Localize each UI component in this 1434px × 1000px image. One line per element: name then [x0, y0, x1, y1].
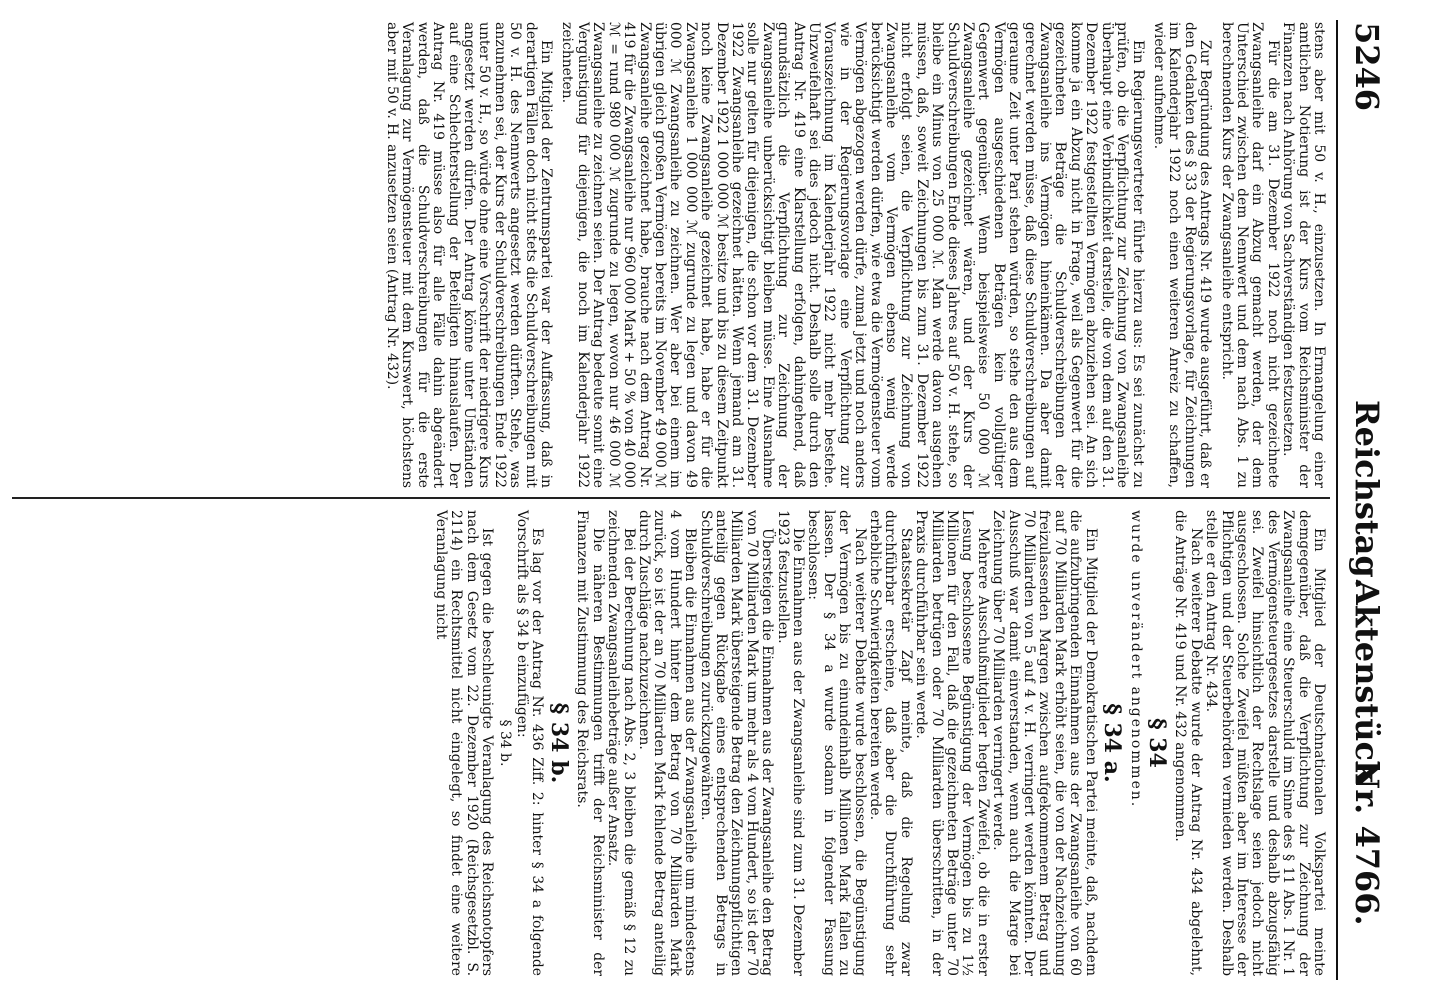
paragraph: wurde unverändert angenommen.: [1127, 510, 1144, 809]
left-column: [384, 22, 1326, 488]
paragraph: Nach weiterer Debatte wurde der Antrag Nr. 434 abgelehnt, die Anträge Nr. 419 und Nr. 432 angenommen.: [1172, 510, 1204, 976]
paragraph: stens aber mit 50 v. H., einzusetzen. In Ermangelung einer amtlichen Notierung ist der Kurs vom Reichsminister der Finanzen nach Anhörung von Sachverständigen festzusetzen.: [1280, 22, 1327, 488]
quoted-heading: § 34 b.: [496, 719, 513, 767]
paragraph: Es lag vor der Antrag Nr. 436 Ziff. 2: hinter § 34 a folgende Vorschrift als § 34 b einzufügen:: [514, 510, 546, 976]
quoted-paragraph: Die Einnahmen aus der Zwangsanleihe sind zum 31. Dezember 1923 festzustellen.: [774, 510, 806, 976]
section-heading: § 34 a.: [1099, 703, 1126, 783]
header-document: Aktenstück: [1348, 580, 1386, 784]
paragraph: Ein Mitglied der Deutschnationalen Volkspartei meinte demgegenüber, daß die Verpflichtung zur Zeichnung der Zwangsanleihe eine Steuerschuld im Sinne des § 11 Abs. 1 Nr. 1 des Vermögensteuergesetzes darstelle und deshalb abzugsfähig sei. Zweifel hinsichtlich der Rechtslage seien jedoch nicht ausgeschlossen. Solche Zweifel müßten aber im Interesse der Pflichtigen und der Steuerbehörden vermieden werden. Deshalb stelle er den Antrag Nr. 434.: [1203, 510, 1327, 976]
paragraph: Ein Mitglied der Demokratischen Partei meinte, daß, nachdem die aufzubringenden Einnahmen aus der Zwangsanleihe von 60 auf 70 Milliarden Mark erhöht seien, die von der Nachzeichnung freizulassenden Margen zwischen aufgekommenem Betrag und 70 Milliarden von 5 auf 4 v. H. verringert werden könnten. Der Ausschuß war damit einverstanden, wenn auch die Marge bei Zeichnung über 70 Milliarden verringert werde.: [990, 510, 1099, 976]
section-heading: § 34 b.: [545, 702, 572, 784]
header-body: Reichstag.: [1348, 400, 1386, 589]
quoted-paragraph: Übersteigen die Einnahmen aus der Zwangsanleihe den Betrag von 70 Milliarden Mark um mehr als 4 vom Hundert, so ist der 70 Milliarden Mark übersteigende Betrag den Zeichnungspflichtigen anteilig gegen Rückgabe eines entsprechenden Betrags in Schuldverschreibungen zurückzugewähren.: [697, 510, 776, 976]
header-rule: [1336, 20, 1338, 980]
column-divider: [12, 497, 1330, 499]
quoted-paragraph: Ist gegen die beschleunigte Veranlagung des Reichsnotopfers nach dem Gesetz vom 22. Dezember 1920 (Reichsgesetzbl. S. 2114) ein Rechtsmittel nicht eingelegt, so findet eine weitere Veranlagung nicht: [433, 510, 496, 976]
quoted-paragraph: Die näheren Bestimmungen trifft der Reichsminister der Finanzen mit Zustimmung des Reichsrats.: [574, 510, 606, 976]
header-number: Nr. 4766.: [1348, 760, 1386, 926]
paragraph: Nach weiterer Debatte wurde beschlossen, die Begünstigung der Vermögen bis zu einundeinhalb Millionen Mark fallen zu lassen. Der § 34 a wurde sodann in folgender Fassung beschlossen:: [805, 510, 868, 976]
paragraph: Ein Mitglied der Zentrumspartei war der Auffassung, daß in derartigen Fällen doch nicht stets die Schuldverschreibungen mit 50 v. H. des Nennwerts angesetzt werden dürften. Stehe, was anzunehmen sei, der Kurs der Schuldverschreibungen Ende 1922 unter 50 v. H., so würde ohne eine Vorschrift der niedrigere Kurs angesetzt werden dürfen. Der Antrag könne unter Umständen auf eine Schlechterstellung der Beteiligten hinauslaufen. Der Antrag Nr. 419 müsse also für alle Fälle dahin abgeändert werden, daß die Schuldverschreibungen für die erste Veranlagung zur Vermögensteuer mit dem Kurswert, höchstens aber mit 50 v. H. anzusetzen seien (Antrag Nr. 432).: [384, 22, 555, 488]
section-heading: § 34: [1143, 718, 1170, 768]
paragraph: Staatssekretär Zapf meinte, daß die Regelung zwar durchführbar erscheine, daß aber die Durchführung sehr erhebliche Schwierigkeiten bereiten werde.: [867, 510, 914, 976]
paragraph: Für die am 31. Dezember 1922 noch nicht gezeichnete Zwangsanleihe darf ein Abzug gemacht werden, der dem Unterschied zwischen dem Nennwert und dem nach Abs. 1 zu berechnenden Kurs der Zwangsanleihe entspricht.: [1218, 22, 1281, 488]
page-number: 5246: [1348, 22, 1386, 112]
paragraph: Zur Begründung des Antrags Nr. 419 wurde ausgeführt, daß er den Gedanken des § 33 der Regierungsvorlage, für Zeichnungen im Kalenderjahr 1922 noch einen weiteren Anreiz zu schaffen, wieder aufnehme.: [1150, 22, 1214, 488]
quoted-paragraph: Bei der Berechnung nach Abs. 2, 3 bleiben die gemäß § 12 zu zeichnenden Zwangsanleihebeträge außer Ansatz.: [605, 510, 637, 976]
right-column: [433, 510, 1326, 976]
paragraph: Mehrere Ausschußmitglieder hegten Zweifel, ob die in erster Lesung beschlossene Begünstigung der Vermögen bis zu 1½ Millionen für den Fall, daß die gezeichneten Beträge unter 70 Milliarden betrügen oder 70 Milliarden überschritten, in der Praxis durchführbar sein werde.: [913, 510, 991, 976]
paragraph: Ein Regierungsvertreter führte hierzu aus: Es sei zunächst zu prüfen, ob die Verpflichtung zur Zeichnung von Zwangsanleihe überhaupt eine Verbindlichkeit darstelle, die von dem auf den 31. Dezember 1922 festgestellten Vermögen abzuziehen sei. An sich komme ja ein Abzug nicht in Frage, weil als Gegenwert für die gezeichneten Beträge die Schuldverschreibungen der Zwangsanleihe ins Vermögen hineinkämen. Da aber damit gerechnet werden müsse, daß diese Schuldverschreibungen auf geraume Zeit unter Pari stehen würden, so stehe den aus dem Vermögen ausgeschiedenen Beträgen kein vollgültiger Gegenwert gegenüber. Wenn beispielsweise 50 000 ℳ Zwangsanleihe gezeichnet wären, und der Kurs der Schuldverschreibungen Ende dieses Jahres auf 50 v. H. stehe, so bleibe ein Minus von 25 000 ℳ. Man werde davon ausgehen müssen, daß, soweit Zeichnungen bis zum 31. Dezember 1922 nicht erfolgt seien, die Verpflichtung zur Zeichnung von Zwangsanleihe vom Vermögen ebenso wenig werde berücksichtigt werden dürfen, wie etwa die Vermögensteuer vom Vermögen abgezogen werden dürfe, zumal jetzt und noch anders wie in der Regierungsvorlage eine Verpflichtung zur Vorauszeichnung im Kalenderjahr 1922 nicht mehr bestehe. Unzweifelhaft sei dies jedoch nicht. Deshalb solle durch den Antrag Nr. 419 eine Klarstellung erfolgen, dahingehend, daß grundsätzlich die Verpflichtung zur Zeichnung der Zwangsanleihe unberücksichtigt bleiben müsse. Eine Ausnahme solle nur gelten für diejenigen, die schon vor dem 31. Dezember 1922 Zwangsanleihe gezeichnet hätten. Wenn jemand am 31. Dezember 1922 1 000 000 ℳ besitze und bis zu diesem Zeitpunkt noch keine Zwangsanleihe gezeichnet habe, habe er für die Zwangsanleihe 1 000 000 ℳ zugrunde zu legen und davon 49 000 ℳ Zwangsanleihe zu zeichnen. Wer aber bei einem im übrigen gleich großen Vermögen bereits im November 49 000 ℳ Zwangsanleihe gezeichnet habe, brauche nach dem Antrag Nr. 419 für die Zwangsanleihe nur 960 000 Mark + 50 % von 40 000 ℳ = rund 980 000 ℳ zugrunde zu legen, wovon nur 46 000 ℳ Zwangsanleihe zu zeichnen seien. Der Antrag bedeute somit eine Vergünstigung für diejenigen, die noch im Kalenderjahr 1922 zeichneten.: [559, 22, 1146, 488]
quoted-paragraph: Bleiben die Einnahmen aus der Zwangsanleihe um mindestens 4 vom Hundert hinter dem Betrag von 70 Milliarden Mark zurück, so ist der an 70 Milliarden Mark fehlende Betrag anteilig durch Zuschläge nachzuzeichnen.: [635, 510, 699, 976]
